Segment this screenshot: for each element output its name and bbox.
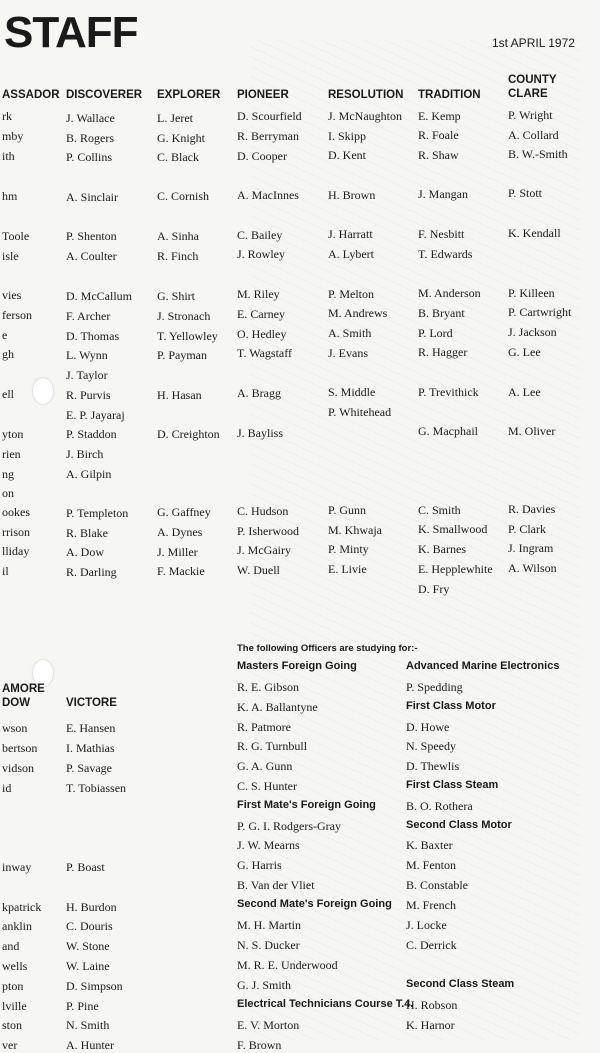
- staff-name: wson: [2, 721, 28, 735]
- staff-name: D. Scourfield: [237, 109, 302, 123]
- officer-name: G. Harris: [237, 858, 282, 872]
- staff-name: H. Brown: [328, 188, 376, 202]
- staff-name: wells: [2, 959, 28, 973]
- staff-name: J. Wallace: [66, 111, 115, 125]
- officer-name: G. A. Gunn: [237, 759, 293, 773]
- staff-name: C. Douris: [66, 919, 113, 933]
- staff-name: ookes: [2, 505, 30, 519]
- column-header-county-clare: COUNTY: [508, 74, 557, 86]
- course-heading: Second Class Motor: [406, 819, 512, 831]
- column-header-amore: AMORE: [2, 683, 45, 695]
- staff-name: e: [2, 328, 8, 342]
- staff-name: vies: [2, 288, 22, 302]
- staff-name: A. Sinclair: [66, 190, 118, 204]
- staff-name: K. Kendall: [508, 226, 561, 240]
- column-header-pioneer: PIONEER: [237, 89, 289, 101]
- staff-name: J. Stronach: [157, 309, 211, 323]
- staff-name: C. Black: [157, 150, 199, 164]
- staff-name: R. Davies: [508, 502, 556, 516]
- column-header-victore: VICTORE: [66, 697, 117, 709]
- staff-name: ferson: [2, 308, 32, 322]
- staff-name: F. Nesbitt: [418, 227, 465, 241]
- staff-name: M. Riley: [237, 287, 280, 301]
- course-heading: First Class Steam: [406, 779, 499, 791]
- staff-name: E. Livie: [328, 562, 367, 576]
- staff-name: P. Templeton: [66, 506, 129, 520]
- staff-name: H. Hasan: [157, 388, 202, 402]
- staff-name: D. Creighton: [157, 427, 220, 441]
- staff-name: D. Simpson: [66, 979, 123, 993]
- staff-name: K. Smallwood: [418, 522, 488, 536]
- staff-name: M. Khwaja: [328, 523, 382, 537]
- staff-name: J. Rowley: [237, 247, 285, 261]
- staff-name: P. Lord: [418, 326, 453, 340]
- staff-name: G. Shirt: [157, 289, 196, 303]
- staff-name: A. MacInnes: [237, 188, 299, 202]
- staff-name: A. Wilson: [508, 561, 557, 575]
- staff-name: isle: [2, 249, 19, 263]
- column-header-tradition: TRADITION: [418, 89, 481, 101]
- staff-name: P. Clark: [508, 522, 547, 536]
- staff-name: P. Collins: [66, 150, 113, 164]
- staff-name: B. Rogers: [66, 131, 114, 145]
- officer-name: K. A. Ballantyne: [237, 700, 318, 714]
- staff-name: rien: [2, 447, 21, 461]
- course-heading: First Class Motor: [406, 700, 496, 712]
- punch-hole: [33, 378, 53, 404]
- studying-note: The following Officers are studying for:-: [237, 643, 418, 654]
- staff-name: J. Bayliss: [237, 426, 284, 440]
- staff-name: P. Savage: [66, 761, 112, 775]
- staff-name: J. Harratt: [328, 227, 373, 241]
- page-title: STAFF: [4, 8, 138, 57]
- officer-name: M. H. Martin: [237, 918, 301, 932]
- officer-name: K. Baxter: [406, 838, 453, 852]
- staff-name: J. McGairy: [237, 543, 291, 557]
- course-heading: Second Mate's Foreign Going: [237, 898, 392, 910]
- officer-name: M. Fenton: [406, 858, 457, 872]
- staff-name: C. Cornish: [157, 189, 210, 203]
- staff-name: P. Melton: [328, 287, 375, 301]
- staff-name: T. Wagstaff: [237, 346, 293, 360]
- staff-name: inway: [2, 860, 32, 874]
- staff-name: C. Hudson: [237, 504, 289, 518]
- staff-name: P. Trevithick: [418, 385, 479, 399]
- staff-name: T. Tobiassen: [66, 781, 127, 795]
- staff-name: G. Knight: [157, 131, 205, 145]
- staff-name: B. W.-Smith: [508, 147, 568, 161]
- staff-name: A. Sinha: [157, 229, 199, 243]
- staff-name: J. Taylor: [66, 368, 108, 382]
- officer-name: R. Patmore: [237, 720, 291, 734]
- staff-name: kpatrick: [2, 900, 42, 914]
- staff-name: S. Middle: [328, 385, 376, 399]
- staff-name: R. Berryman: [237, 129, 299, 143]
- staff-name: vidson: [2, 761, 35, 775]
- staff-name: T. Edwards: [418, 247, 473, 261]
- staff-name: P. Payman: [157, 348, 208, 362]
- officer-name: J. Locke: [406, 918, 447, 932]
- staff-name: ston: [2, 1018, 23, 1032]
- column-header-amore: DOW: [2, 697, 31, 709]
- staff-name: E. Carney: [237, 307, 285, 321]
- staff-name: P. Isherwood: [237, 524, 299, 538]
- staff-name: anklin: [2, 919, 32, 933]
- staff-name: A. Smith: [328, 326, 372, 340]
- staff-name: L. Jeret: [157, 111, 193, 125]
- staff-name: D. Kent: [328, 148, 366, 162]
- staff-name: P. Whitehead: [328, 405, 392, 419]
- staff-name: P. Minty: [328, 542, 369, 556]
- staff-name: G. Gaffney: [157, 505, 211, 519]
- officer-name: R. G. Turnbull: [237, 739, 308, 753]
- staff-name: lville: [2, 999, 27, 1013]
- staff-name: I. Skipp: [328, 129, 367, 143]
- officer-name: C. Derrick: [406, 938, 457, 952]
- staff-name: yton: [2, 427, 24, 441]
- staff-name: E. Kemp: [418, 109, 461, 123]
- staff-name: A. Coulter: [66, 249, 117, 263]
- staff-name: il: [2, 564, 9, 578]
- officer-name: C. S. Hunter: [237, 779, 297, 793]
- officer-name: B. O. Rothera: [406, 799, 473, 813]
- staff-name: B. Bryant: [418, 306, 465, 320]
- column-header-county-clare: CLARE: [508, 88, 548, 100]
- staff-name: H. Burdon: [66, 900, 117, 914]
- staff-name: E. Hepplewhite: [418, 562, 493, 576]
- staff-name: A. Bragg: [237, 386, 281, 400]
- staff-name: M. Anderson: [418, 286, 481, 300]
- course-heading: Second Class Steam: [406, 978, 515, 990]
- staff-name: R. Purvis: [66, 388, 111, 402]
- column-header-resolution: RESOLUTION: [328, 89, 404, 101]
- staff-name: P. Shenton: [66, 229, 117, 243]
- staff-name: W. Duell: [237, 563, 280, 577]
- staff-name: D. Fry: [418, 582, 450, 596]
- staff-name: C. Smith: [418, 503, 461, 517]
- staff-name: L. Wynn: [66, 348, 108, 362]
- staff-name: J. McNaughton: [328, 109, 402, 123]
- staff-name: J. Evans: [328, 346, 368, 360]
- staff-name: ng: [2, 467, 14, 481]
- staff-name: E. P. Jayaraj: [66, 408, 125, 422]
- staff-name: E. Hansen: [66, 721, 116, 735]
- staff-name: G. Lee: [508, 345, 541, 359]
- staff-name: A. Dynes: [157, 525, 203, 539]
- staff-name: J. Jackson: [508, 325, 557, 339]
- officer-name: G. J. Smith: [237, 978, 292, 992]
- staff-name: G. Macphail: [418, 424, 478, 438]
- staff-name: ell: [2, 387, 14, 401]
- staff-name: mby: [2, 129, 24, 143]
- staff-name: ith: [2, 149, 15, 163]
- staff-name: M. Andrews: [328, 306, 388, 320]
- staff-name: R. Blake: [66, 526, 108, 540]
- officer-name: K. Harnor: [406, 1018, 455, 1032]
- officer-name: N. Speedy: [406, 739, 456, 753]
- staff-name: C. Bailey: [237, 228, 283, 242]
- staff-name: D. Thomas: [66, 329, 120, 343]
- staff-name: ver: [2, 1038, 18, 1052]
- staff-name: J. Mangan: [418, 187, 468, 201]
- staff-name: P. Boast: [66, 860, 105, 874]
- staff-name: P. Pine: [66, 999, 99, 1013]
- staff-name: id: [2, 781, 12, 795]
- staff-name: R. Hagger: [418, 345, 468, 359]
- staff-name: T. Yellowley: [157, 329, 218, 343]
- course-heading: First Mate's Foreign Going: [237, 799, 376, 811]
- staff-name: A. Dow: [66, 545, 104, 559]
- staff-name: P. Gunn: [328, 503, 367, 517]
- staff-name: D. Cooper: [237, 149, 287, 163]
- course-heading: Electrical Technicians Course T.4.: [237, 998, 414, 1010]
- course-heading: Masters Foreign Going: [237, 660, 357, 672]
- staff-name: J. Birch: [66, 447, 104, 461]
- staff-name: hm: [2, 189, 18, 203]
- staff-name: M. Oliver: [508, 424, 556, 438]
- officer-name: P. G. I. Rodgers-Gray: [237, 819, 341, 833]
- staff-name: rrison: [2, 525, 30, 539]
- officer-name: E. V. Morton: [237, 1018, 300, 1032]
- staff-name: pton: [2, 979, 24, 993]
- officer-name: P. Spedding: [406, 680, 463, 694]
- staff-name: rk: [2, 109, 12, 123]
- staff-name: O. Hedley: [237, 327, 287, 341]
- staff-name: A. Collard: [508, 128, 559, 142]
- officer-name: R. E. Gibson: [237, 680, 300, 694]
- staff-name: P. Killeen: [508, 286, 555, 300]
- staff-name: A. Hunter: [66, 1038, 114, 1052]
- staff-name: P. Cartwright: [508, 305, 572, 319]
- staff-name: J. Ingram: [508, 541, 554, 555]
- staff-name: lliday: [2, 544, 30, 558]
- course-heading: Advanced Marine Electronics: [406, 660, 560, 672]
- staff-name: A. Lybert: [328, 247, 374, 261]
- staff-name: J. Miller: [157, 545, 198, 559]
- staff-name: on: [2, 486, 14, 500]
- column-header-ambassador: ASSADOR: [2, 89, 60, 101]
- staff-name: W. Laine: [66, 959, 110, 973]
- officer-name: J. W. Mearns: [237, 838, 300, 852]
- staff-name: bertson: [2, 741, 38, 755]
- staff-name: F. Mackie: [157, 564, 205, 578]
- column-header-discoverer: DISCOVERER: [66, 89, 143, 101]
- officer-name: M. R. E. Underwood: [237, 958, 338, 972]
- officer-name: D. Thewlis: [406, 759, 460, 773]
- column-header-explorer: EXPLORER: [157, 89, 221, 101]
- officer-name: D. Howe: [406, 720, 450, 734]
- staff-name: W. Stone: [66, 939, 110, 953]
- officer-name: H. Robson: [406, 998, 458, 1012]
- staff-name: R. Foale: [418, 128, 459, 142]
- staff-name: N. Smith: [66, 1018, 110, 1032]
- officer-name: N. S. Ducker: [237, 938, 300, 952]
- officer-name: B. Constable: [406, 878, 468, 892]
- staff-name: Toole: [2, 229, 30, 243]
- staff-name: R. Darling: [66, 565, 117, 579]
- officer-name: M. French: [406, 898, 456, 912]
- staff-name: A. Gilpin: [66, 467, 112, 481]
- staff-name: A. Lee: [508, 385, 541, 399]
- staff-name: R. Finch: [157, 249, 199, 263]
- staff-name: D. McCallum: [66, 289, 132, 303]
- staff-name: and: [2, 939, 20, 953]
- staff-name: K. Barnes: [418, 542, 466, 556]
- staff-name: P. Wright: [508, 108, 553, 122]
- staff-name: P. Stott: [508, 186, 543, 200]
- staff-name: I. Mathias: [66, 741, 115, 755]
- staff-name: F. Archer: [66, 309, 111, 323]
- staff-name: P. Staddon: [66, 427, 117, 441]
- page-date: 1st APRIL 1972: [492, 36, 575, 50]
- staff-name: R. Shaw: [418, 148, 459, 162]
- officer-name: F. Brown: [237, 1038, 282, 1052]
- staff-name: gh: [2, 347, 14, 361]
- officer-name: B. Van der Vliet: [237, 878, 315, 892]
